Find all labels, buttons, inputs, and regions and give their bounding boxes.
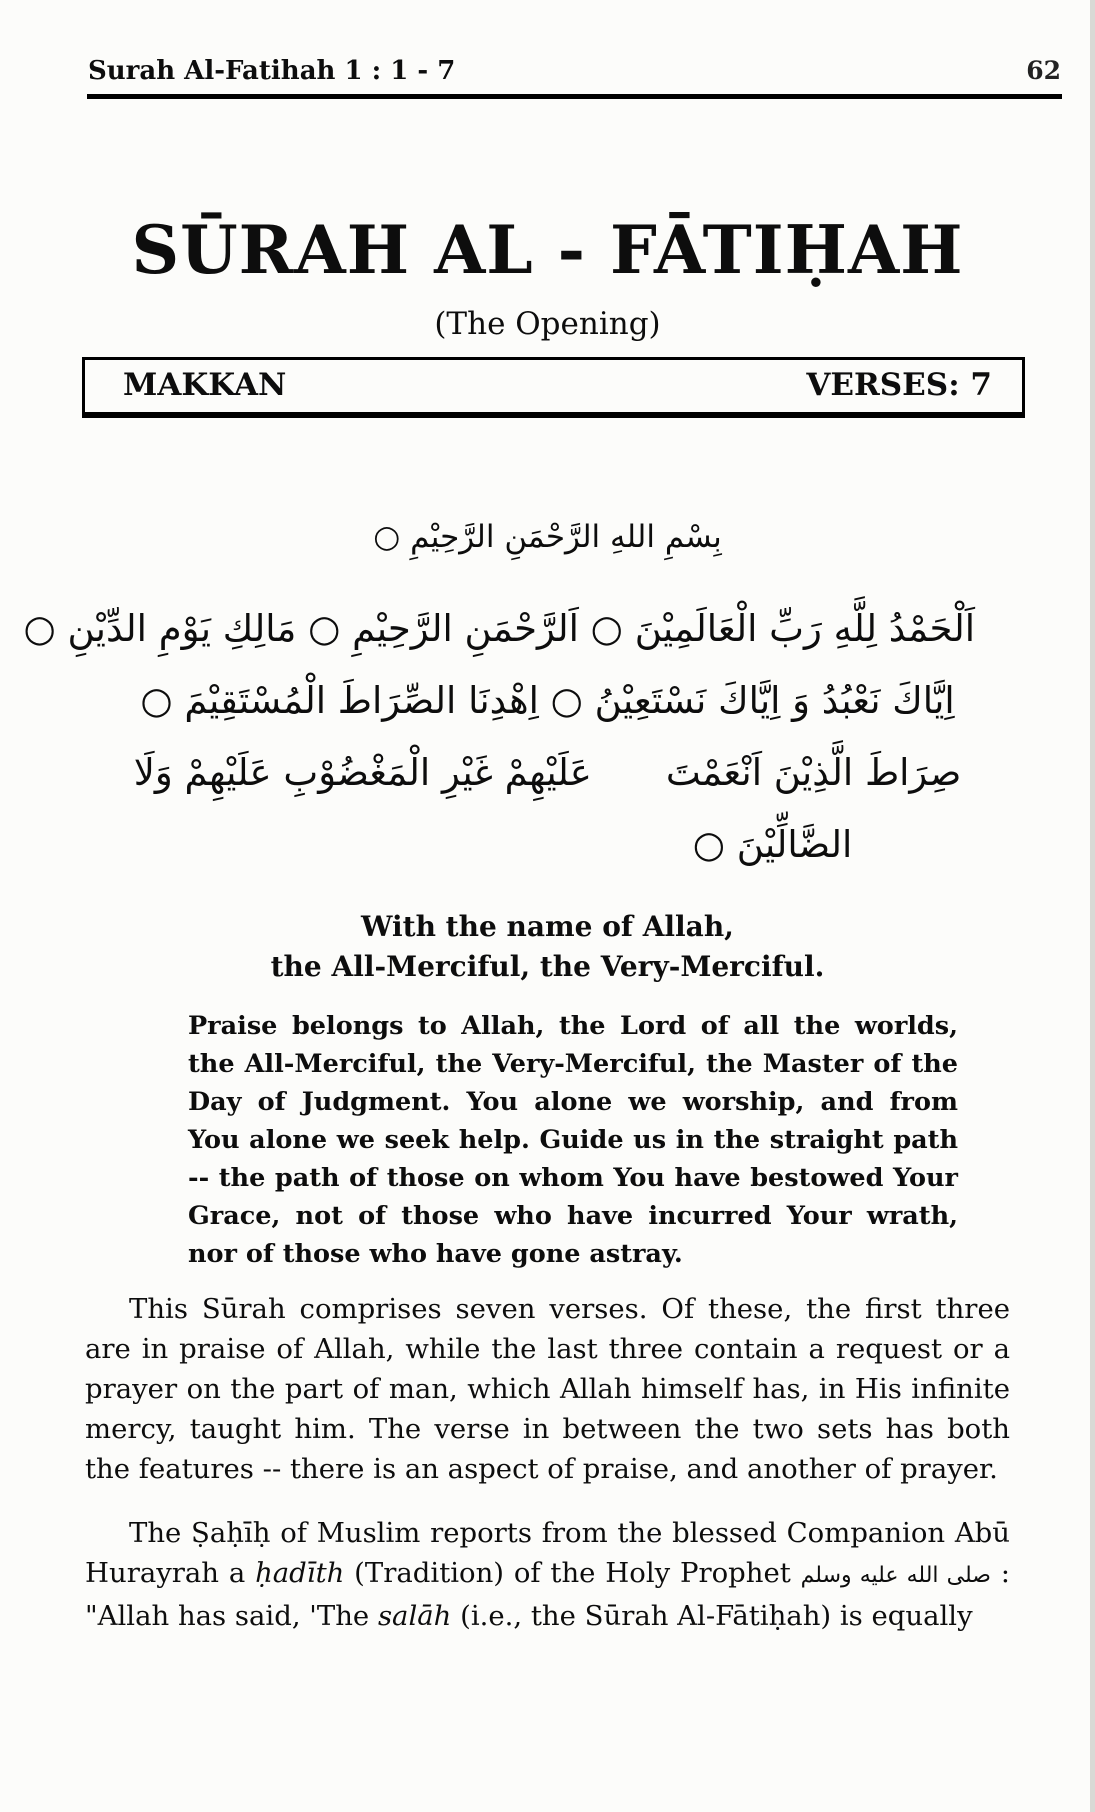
prophet-honorific-arabic: صلى الله عليه وسلم [800, 1563, 991, 1588]
salah-italic-term: salāh [377, 1600, 452, 1632]
hadith-italic-term: ḥadīth [255, 1557, 345, 1589]
commentary-text: The Ṣaḥīḥ of Muslim reports from the blessed Companion Abū Hurayrah a [85, 1517, 1010, 1589]
quran-arabic-line: الضَّالِّيْنَ ○ [692, 823, 853, 866]
translation-heading-line: With the name of Allah, [361, 910, 734, 943]
commentary-text: (Tradition) of the Holy Prophet [344, 1557, 801, 1589]
header-rule [87, 94, 1062, 99]
quran-arabic-line: اَلْحَمْدُ لِلَّهِ رَبِّ الْعَالَمِيْنَ ○ اَلرَّحْمَنِ الرَّحِيْمِ ○ مَالِكِ يَوْمِ الدِّيْنِ ○ [23, 607, 975, 650]
translation-heading [0, 907, 1095, 987]
running-header [88, 56, 1061, 86]
bismillah-arabic-line: بِسْمِ اللهِ الرَّحْمَنِ الرَّحِيْمِ ○ [373, 519, 722, 555]
surah-info-box [82, 357, 1025, 415]
quran-arabic-line: اِيَّاكَ نَعْبُدُ وَ اِيَّاكَ نَسْتَعِيْنُ ○ اِهْدِنَا الصِّرَاطَ الْمُسْتَقِيْمَ ○ [140, 679, 955, 722]
running-header-title: Surah Al-Fatihah 1 : 1 - 7 [88, 56, 456, 86]
page-number: 62 [1026, 56, 1061, 85]
commentary-paragraph-2 [85, 1513, 1010, 1636]
verse-count-label: VERSES: 7 [806, 367, 992, 403]
scan-edge-shadow [1090, 0, 1095, 1812]
revelation-place-label: MAKKAN [123, 367, 287, 403]
translation-body: Praise belongs to Allah, the Lord of all the worlds, the All-Merciful, the Very-Merciful, the Master of the Day of Judgment. You alone we worship, and from You alone we seek help. Guide us in the straight path -- the path of those on whom You have bestowed Your Grace, not of those who have incurred Your wrath, nor of those who have gone astray. [188, 1011, 958, 1269]
quran-arabic-line: صِرَاطَ الَّذِيْنَ اَنْعَمْتَ عَلَيْهِمْ غَيْرِ الْمَغْضُوْبِ عَلَيْهِمْ وَلَا [133, 751, 962, 794]
translation-heading-line: the All-Merciful, the Very-Merciful. [270, 950, 825, 983]
quran-arabic-block [23, 593, 975, 881]
commentary-text: (i.e., the Sūrah Al-Fātiḥah) is equally [451, 1600, 973, 1632]
surah-subtitle: (The Opening) [434, 306, 661, 342]
commentary-paragraph-1: This Sūrah comprises seven verses. Of these, the first three are in praise of Allah, while the last three contain a request or a prayer on the part of man, which Allah himself has, in His infinite mercy, taught him. The verse in between the two sets has both the features -- there is an aspect of praise, and another of prayer. [85, 1293, 1010, 1485]
surah-title: SŪRAH AL - FĀTIḤAH [131, 211, 964, 289]
commentary-text: : "Allah has said, 'The [85, 1557, 1010, 1632]
